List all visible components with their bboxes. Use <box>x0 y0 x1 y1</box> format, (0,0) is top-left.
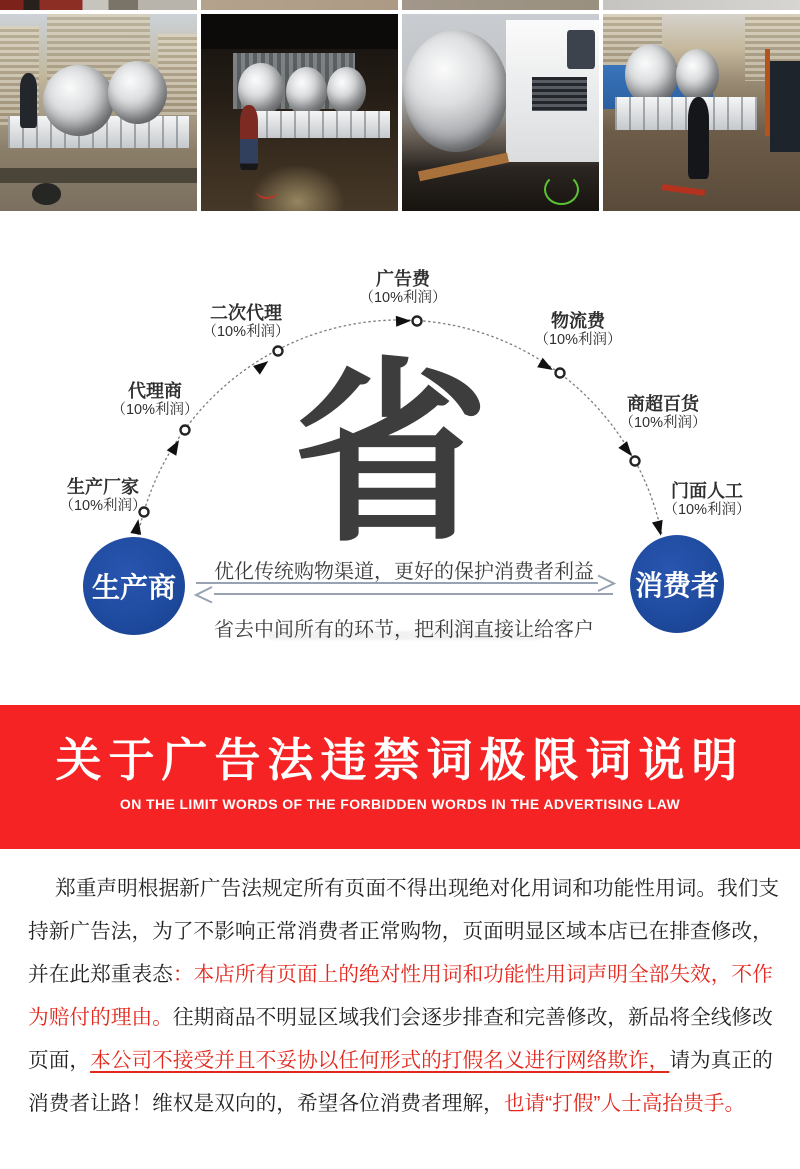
advertising-law-banner <box>0 705 800 849</box>
flow-text-top: 优化传统购物渠道，更好的保护消费者利益 <box>214 561 594 583</box>
step-title: 代理商 <box>128 381 182 401</box>
disclaimer-text: 并在此郑重表态 <box>28 963 173 986</box>
green-rope-shape <box>544 174 580 206</box>
gallery-photo-cropped-4 <box>603 0 800 10</box>
arrow-icon <box>652 520 666 537</box>
gallery-photo-dusk-loading <box>201 14 398 211</box>
banner-title: 关于广告法违禁词极限词说明 <box>55 734 745 786</box>
step-title: 生产厂家 <box>67 477 139 497</box>
machine-shape <box>43 65 114 136</box>
disclaimer-text: 消费者让路！维权是双向的，希望各位消费者理解， <box>28 1092 504 1115</box>
disclaimer-red-text: 为赔付的理由。 <box>28 1006 173 1029</box>
wheel-shape <box>32 183 62 205</box>
disclaimer-red-text: 本公司不接受并且不妥协以任何形式的打假名义进行网络欺诈， <box>90 1049 670 1072</box>
disclaimer-red-text: ：本店所有页面上的绝对性用词和功能性用词声明全部失效，不作 <box>172 963 773 986</box>
arrowhead-left-icon <box>196 587 212 603</box>
gallery-row-top <box>0 0 800 10</box>
disclaimer-line <box>28 1082 772 1125</box>
disclaimer-line <box>28 910 772 953</box>
watermark <box>268 631 542 640</box>
arrow-icon <box>396 315 411 327</box>
save-character: 省 <box>292 345 490 564</box>
arc-node <box>413 317 422 326</box>
cab-window-shape <box>567 30 595 69</box>
machine-shape <box>676 49 719 100</box>
supply-chain-diagram <box>0 211 800 705</box>
red-rope-shape <box>256 183 278 199</box>
disclaimer-paragraph <box>0 849 800 1125</box>
disclaimer-text: 页面， <box>28 1049 91 1072</box>
gallery-photo-truck-cab-closeup <box>402 14 599 211</box>
producer-circle <box>83 537 185 635</box>
arrow-icon <box>167 437 184 455</box>
gallery-photo-yard-loading <box>603 14 800 211</box>
grille-shape <box>532 77 587 110</box>
disclaimer-line <box>28 996 772 1039</box>
worker-silhouette <box>240 105 258 170</box>
step-logistics <box>534 311 621 348</box>
step-profit: （10%利润） <box>202 324 290 341</box>
machine-shape <box>404 30 508 152</box>
arrowhead-right-icon <box>598 576 614 592</box>
producer-label: 生产商 <box>91 572 176 603</box>
truck-bed-shape <box>615 97 757 130</box>
step-profit: （10%利润） <box>359 290 447 307</box>
step-manufacturer <box>59 477 146 514</box>
arrow-icon <box>130 518 143 535</box>
step-advertising <box>359 269 446 306</box>
disclaimer-line <box>28 1039 772 1082</box>
arc-node <box>556 369 565 378</box>
step-profit: （10%利润） <box>111 402 199 419</box>
truck-bed-shape <box>252 111 390 139</box>
disclaimer-text: 持新广告法，为了不影响正常消费者正常购物，页面明显区域本店已在排查修改， <box>28 920 773 943</box>
consumer-circle <box>630 535 724 633</box>
step-agent <box>111 381 198 418</box>
machine-shape <box>327 67 366 114</box>
step-storefront-labor <box>663 481 750 518</box>
step-title: 物流费 <box>551 311 605 331</box>
chassis-shape <box>0 168 197 184</box>
banner-subtitle: ON THE LIMIT WORDS OF THE FORBIDDEN WORDS IN THE ADVERTISING LAW <box>119 795 681 812</box>
arc-node <box>181 426 190 435</box>
arrow-icon <box>537 358 555 375</box>
gallery-photo-daytime-loading <box>0 14 197 211</box>
gallery-photo-cropped-3 <box>402 0 599 10</box>
roof-shape <box>201 14 398 49</box>
forklift-shape <box>770 61 800 152</box>
gallery-photo-cropped-1 <box>0 0 197 10</box>
machine-shape <box>286 67 327 116</box>
disclaimer-red-text: 也请“打假”人士高抬贵手。 <box>503 1092 746 1115</box>
disclaimer-text: 郑重声明根据新广告法规定所有页面不得出现绝对化用词和功能性用词。我们支 <box>55 877 780 900</box>
disclaimer-line <box>28 867 780 910</box>
arc-node <box>631 457 640 466</box>
step-profit: （10%利润） <box>534 332 622 349</box>
product-photo-gallery <box>0 0 800 211</box>
step-profit: （10%利润） <box>59 498 147 515</box>
flow-text-bottom: 省去中间所有的环节，把利润直接让给客户 <box>214 619 594 641</box>
step-title: 二次代理 <box>210 303 282 323</box>
consumer-label: 消费者 <box>634 570 719 601</box>
step-profit: （10%利润） <box>663 502 751 519</box>
step-secondary-agent <box>202 303 289 340</box>
step-title: 商超百货 <box>627 394 699 414</box>
step-supermarket <box>619 394 706 431</box>
machine-shape <box>625 44 678 105</box>
worker-silhouette <box>688 97 710 180</box>
step-title: 广告费 <box>376 269 430 289</box>
disclaimer-text: 请为真正的 <box>669 1049 773 1072</box>
worker-silhouette <box>20 73 38 128</box>
red-strap-shape <box>662 184 706 196</box>
wood-plank-shape <box>418 152 509 180</box>
arrow-icon <box>253 357 272 375</box>
arc-node <box>274 347 283 356</box>
step-profit: （10%利润） <box>619 415 707 432</box>
gallery-photo-cropped-2 <box>201 0 398 10</box>
step-title: 门面人工 <box>671 481 743 501</box>
disclaimer-line <box>28 953 772 996</box>
disclaimer-text: 往期商品不明显区域我们会逐步排查和完善修改，新品将全线修改 <box>172 1006 773 1029</box>
gallery-row-main <box>0 14 800 211</box>
